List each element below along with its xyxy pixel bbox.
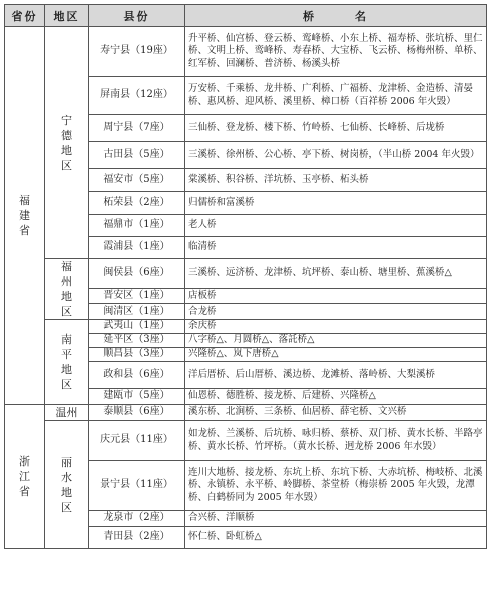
bridges-cell: 三溪桥、远济桥、龙津桥、坑坪桥、泰山桥、塘里桥、蕉溪桥△ [185,259,487,289]
region-cell [45,259,89,320]
bridge-table [4,4,487,549]
province-cell [5,405,45,549]
header-province: 省份 [5,5,45,27]
county-cell: 福鼎市（1座） [89,215,185,237]
header-county: 县份 [89,5,185,27]
county-cell: 政和县（6座） [89,362,185,389]
bridges-cell: 老人桥 [185,215,487,237]
bridges-cell: 棠溪桥、积谷桥、洋坑桥、玉亭桥、柘头桥 [185,169,487,192]
bridges-cell: 余庆桥 [185,320,487,334]
bridges-cell: 兴隆桥△、岚下唐桥△ [185,348,487,362]
county-cell: 古田县（5座） [89,142,185,169]
bridges-cell: 八字桥△、月圆桥△、落託桥△ [185,334,487,348]
county-cell: 柘荣县（2座） [89,192,185,215]
county-cell: 福安市（5座） [89,169,185,192]
table-row [5,259,487,289]
bridges-cell: 临清桥 [185,237,487,259]
table-row [5,320,487,334]
county-cell: 泰顺县（6座） [89,405,185,421]
county-cell: 庆元县（11座） [89,421,185,461]
province-name: 福建省 [19,194,30,237]
bridges-cell: 三仙桥、登龙桥、楼下桥、竹岭桥、七仙桥、长峰桥、后垅桥 [185,115,487,142]
county-cell: 闽清区（1座） [89,304,185,320]
province-cell [5,27,45,405]
bridges-cell: 店板桥 [185,288,487,304]
county-cell: 建瓯市（5座） [89,389,185,405]
region-name: 南平地区 [61,333,72,391]
region-name: 福州地区 [61,260,72,318]
province-name: 浙江省 [19,455,30,498]
bridges-cell: 万安桥、千乘桥、龙井桥、广利桥、广福桥、龙津桥、金造桥、清晏桥、惠风桥、迎风桥、溪里桥、樟口桥（百祥桥 2006 年火毁） [185,77,487,115]
header-row [5,5,487,27]
bridges-cell: 连川大地桥、接龙桥、东坑上桥、东坑下桥、大赤坑桥、梅岐桥、北溪桥、永镇桥、永平桥、岭脚桥、茶堂桥（梅崇桥 2005 年火毁，龙潭桥、白鹤桥同为 2005 年水毁） [185,461,487,511]
region-name: 丽水地区 [61,455,72,514]
region-name: 宁德地区 [61,113,72,172]
table-row [5,405,487,421]
county-cell: 闽侯县（6座） [89,259,185,289]
bridges-cell: 三溪桥、徐州桥、公心桥、亭下桥、树岗桥，（半山桥 2004 年火毁） [185,142,487,169]
county-cell: 晋安区（1座） [89,288,185,304]
bridges-cell: 溪东桥、北涧桥、三条桥、仙居桥、薛宅桥、文兴桥 [185,405,487,421]
bridges-cell: 洋后厝桥、后山厝桥、溪边桥、龙滩桥、落岭桥、大梨溪桥 [185,362,487,389]
bridges-cell: 合兴桥、洋顺桥 [185,511,487,527]
header-bridges: 桥 名 [185,5,487,27]
bridges-cell: 仙恩桥、德胜桥、接龙桥、后建桥、兴隆桥△ [185,389,487,405]
table-row [5,27,487,77]
county-cell: 寿宁县（19座） [89,27,185,77]
county-cell: 景宁县（11座） [89,461,185,511]
county-cell: 霞浦县（1座） [89,237,185,259]
region-cell: 温州 [45,405,89,421]
bridges-cell: 合龙桥 [185,304,487,320]
table-row [5,421,487,461]
header-region: 地区 [45,5,89,27]
region-cell [45,320,89,405]
region-cell [45,421,89,549]
county-cell: 延平区（3座） [89,334,185,348]
county-cell: 顺昌县（3座） [89,348,185,362]
county-cell: 屏南县（12座） [89,77,185,115]
county-cell: 青田县（2座） [89,527,185,549]
county-cell: 武夷山（1座） [89,320,185,334]
region-cell [45,27,89,259]
bridges-cell: 怀仁桥、卧虹桥△ [185,527,487,549]
bridges-cell: 升平桥、仙宫桥、登云桥、鸾峰桥、小东上桥、福寿桥、张坑桥、里仁桥、文明上桥、鸾峰桥、寿春桥、大宝桥、飞云桥、杨梅州桥、单桥、红军桥、回澜桥、普济桥、杨溪头桥 [185,27,487,77]
county-cell: 龙泉市（2座） [89,511,185,527]
bridges-cell: 归儒桥和富溪桥 [185,192,487,215]
bridges-cell: 如龙桥、兰溪桥、后坑桥、咏归桥、蔡桥、双门桥、黄水长桥、半路亭桥、黄水长桥、竹坪桥。（黄水长桥、迥龙桥 2006 年水毁） [185,421,487,461]
county-cell: 周宁县（7座） [89,115,185,142]
